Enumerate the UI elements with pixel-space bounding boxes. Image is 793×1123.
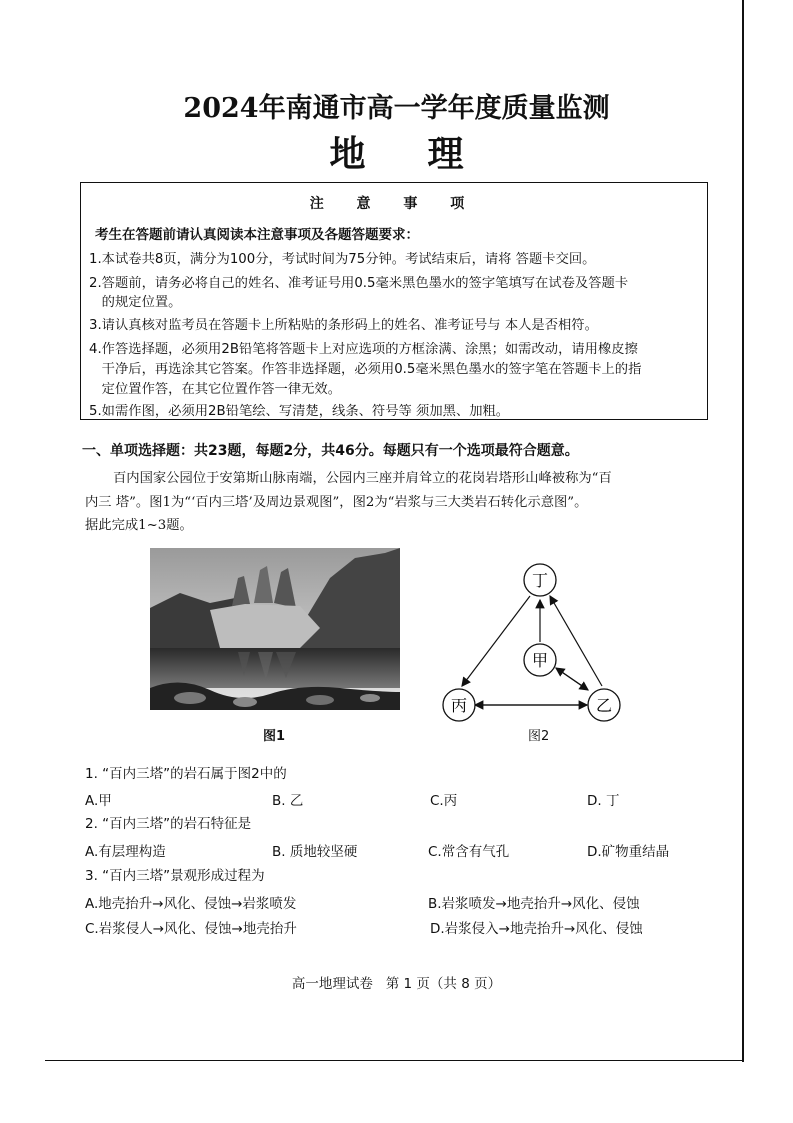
q1-option-a: A.甲 (85, 793, 112, 809)
node-bing-label: 丙 (450, 696, 468, 715)
notice-line: 的规定位置。 (89, 295, 182, 310)
passage-line: 据此完成1~3题。 (85, 518, 193, 533)
node-ding-label: 丁 (531, 571, 549, 590)
notice-line: 4.作答选择题，必须用2B铅笔将答题卡上对应选项的方框涂满、涂黑；如需改动，请用橡皮擦 (89, 342, 638, 357)
q3-option-c: C.岩浆侵人→风化、侵蚀→地壳抬升 (85, 921, 297, 937)
subject-title (0, 126, 793, 177)
notice-box (80, 182, 708, 420)
arrow-yi-to-jia (556, 668, 588, 690)
notice-intro: 考生在答题前请认真阅读本注意事项及各题答题要求： (95, 227, 419, 243)
figure2-caption: 图2 (528, 729, 550, 744)
node-jia-label: 甲 (531, 651, 549, 670)
section-heading: 一、单项选择题：共23题，每题2分，共46分。每题只有一个选项最符合题意。 (82, 443, 579, 459)
exam-title: 2024年南通市高一学年度质量监测 (183, 93, 610, 124)
q3-option-b: B.岩浆喷发→地壳抬升→风化、侵蚀 (428, 896, 640, 912)
subject-char-1: 地 (329, 133, 366, 175)
notice-line: 干净后，再选涂其它答案。作答非选择题，必须用0.5毫米黑色墨水的签字笔在答题卡上的指 (89, 362, 642, 377)
q3-option-d: D.岩浆侵入→地壳抬升→风化、侵蚀 (430, 921, 643, 937)
q1-option-d: D. 丁 (587, 793, 620, 809)
q2-option-a: A.有层理构造 (85, 844, 166, 860)
notice-line: 5.如需作图，必须用2B铅笔绘、写清楚，线条、符号等 须加黑、加粗。 (89, 404, 510, 419)
arrow-yi-to-ding (550, 596, 602, 686)
bottom-border-line (45, 1060, 744, 1061)
node-yi-label: 乙 (595, 696, 613, 715)
arrow-ding-to-bing (462, 596, 530, 686)
question-3-stem: 3. “百内三塔”景观形成过程为 (85, 868, 265, 884)
torres-del-paine-photo (150, 548, 400, 710)
notice-line: 3.请认真核对监考员在答题卡上所粘贴的条形码上的姓名、准考证号与 本人是否相符。 (89, 318, 598, 333)
figure1-caption: 图1 (263, 729, 286, 744)
q1-option-b: B. 乙 (272, 793, 304, 809)
notice-line: 1.本试卷共8页，满分为100分，考试时间为75分钟。考试结束后，请将 答题卡交回。 (89, 252, 596, 267)
q2-option-b: B. 质地较坚硬 (272, 844, 358, 860)
q2-option-c: C.常含有气孔 (428, 844, 510, 860)
notice-line: 2.答题前，请务必将自己的姓名、准考证号用0.5毫米黑色墨水的签字笔填写在试卷及答题卡 (89, 276, 629, 291)
notice-title: 注 意 事 项 (309, 196, 479, 212)
passage-line: 内三 塔”。图1为“‘百内三塔’及周边景观图”，图2为“岩浆与三大类岩石转化示意图”。 (85, 495, 588, 510)
passage-line: 百内国家公园位于安第斯山脉南端，公园内三座并肩耸立的花岗岩塔形山峰被称为“百 (113, 471, 612, 486)
rock-cycle-diagram (430, 558, 640, 728)
q2-option-d: D.矿物重结晶 (587, 844, 670, 860)
page-footer: 高一地理试卷 第 1 页（共 8 页） (291, 976, 502, 992)
q3-option-a: A.地壳抬升→风化、侵蚀→岩浆喷发 (85, 896, 297, 912)
notice-line: 定位置作答，在其它位置作答一律无效。 (89, 382, 342, 397)
subject-char-2: 理 (427, 133, 464, 175)
q1-option-c: C.丙 (430, 793, 458, 809)
question-2-stem: 2. “百内三塔”的岩石特征是 (85, 816, 252, 832)
question-1-stem: 1. “百内三塔”的岩石属于图2中的 (85, 766, 287, 782)
